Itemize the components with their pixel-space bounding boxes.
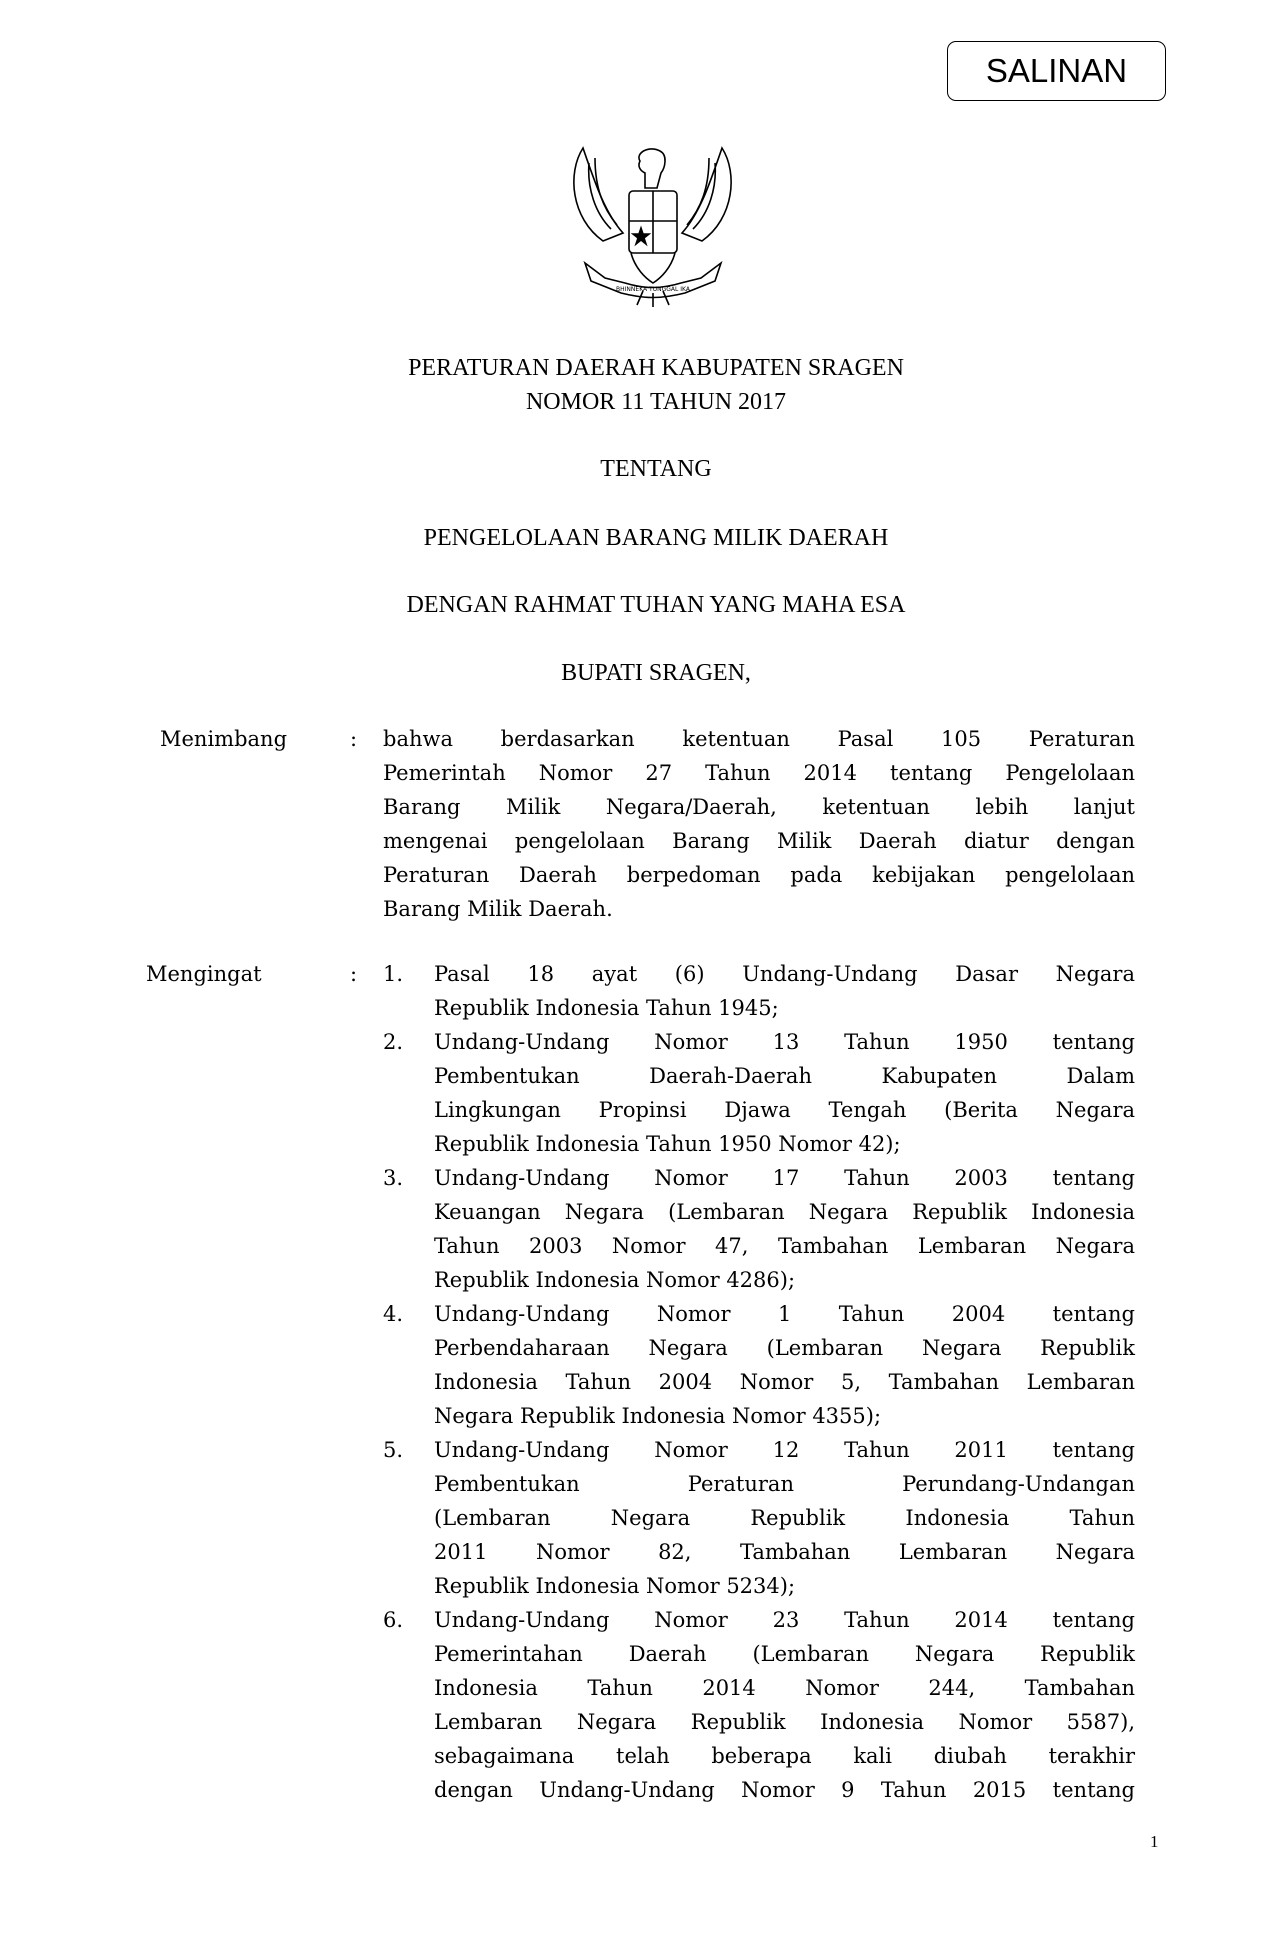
svg-text:BHINNEKA TUNGGAL IKA: BHINNEKA TUNGGAL IKA <box>616 286 690 293</box>
text-line: Pemerintahan Daerah (Lembaran Negara Republik <box>434 1642 1135 1666</box>
list-item <box>434 1161 1135 1297</box>
text-line: Peraturan Daerah berpedoman pada kebijakan pengelolaan <box>383 863 1135 887</box>
text-line: Keuangan Negara (Lembaran Negara Republik Indonesia <box>434 1200 1135 1224</box>
tentang-heading: TENTANG <box>600 456 712 482</box>
title-line-1: PERATURAN DAERAH KABUPATEN SRAGEN <box>408 355 904 381</box>
list-item <box>434 1603 1135 1807</box>
title-line-2: NOMOR 11 TAHUN 2017 <box>525 389 787 415</box>
text-line: Republik Indonesia Tahun 1950 Nomor 42); <box>434 1132 901 1156</box>
list-item-number: 3. <box>383 1166 404 1190</box>
text-line: Republik Indonesia Tahun 1945; <box>434 996 779 1020</box>
list-item-number: 1. <box>383 962 404 986</box>
text-line: (Lembaran Negara Republik Indonesia Tahun <box>434 1506 1135 1530</box>
text-line: Lingkungan Propinsi Djawa Tengah (Berita Negara <box>434 1098 1135 1122</box>
list-item <box>434 1297 1135 1433</box>
text-line: dengan Undang-Undang Nomor 9 Tahun 2015 tentang <box>434 1778 1135 1802</box>
text-line: mengenai pengelolaan Barang Milik Daerah diatur dengan <box>383 829 1135 853</box>
subject-heading: PENGELOLAAN BARANG MILIK DAERAH <box>423 525 889 551</box>
text-line: Pemerintah Nomor 27 Tahun 2014 tentang Pengelolaan <box>383 761 1135 785</box>
text-line: Undang-Undang Nomor 17 Tahun 2003 tentang <box>434 1166 1135 1190</box>
preamble-heading: DENGAN RAHMAT TUHAN YANG MAHA ESA <box>406 592 906 618</box>
text-line: Pembentukan Peraturan Perundang-Undangan <box>434 1472 1135 1496</box>
text-line: sebagaimana telah beberapa kali diubah terakhir <box>434 1744 1135 1768</box>
text-line: 2011 Nomor 82, Tambahan Lembaran Negara <box>434 1540 1135 1564</box>
text-line: Republik Indonesia Nomor 5234); <box>434 1574 796 1598</box>
text-line: Perbendaharaan Negara (Lembaran Negara Republik <box>434 1336 1135 1360</box>
list-item-number: 4. <box>383 1302 404 1326</box>
page-number: 1 <box>1150 1832 1159 1851</box>
text-line: Undang-Undang Nomor 13 Tahun 1950 tentang <box>434 1030 1135 1054</box>
text-line: Indonesia Tahun 2004 Nomor 5, Tambahan Lembaran <box>434 1370 1135 1394</box>
text-line: Barang Milik Daerah. <box>383 897 613 921</box>
list-item <box>434 1433 1135 1603</box>
text-line: Negara Republik Indonesia Nomor 4355); <box>434 1404 882 1428</box>
garuda-emblem-icon <box>565 133 740 308</box>
list-item <box>434 957 1135 1025</box>
menimbang-colon: : <box>350 727 358 751</box>
salinan-stamp: SALINAN <box>947 41 1166 101</box>
mengingat-colon: : <box>350 962 358 986</box>
text-line: Republik Indonesia Nomor 4286); <box>434 1268 796 1292</box>
menimbang-label: Menimbang <box>160 727 288 751</box>
text-line: Pasal 18 ayat (6) Undang-Undang Dasar Negara <box>434 962 1135 986</box>
text-line: Lembaran Negara Republik Indonesia Nomor 5587), <box>434 1710 1135 1734</box>
text-line: Pembentukan Daerah-Daerah Kabupaten Dalam <box>434 1064 1135 1088</box>
mengingat-label: Mengingat <box>146 962 262 986</box>
text-line: Barang Milik Negara/Daerah, ketentuan lebih lanjut <box>383 795 1135 819</box>
menimbang-text <box>383 722 1135 926</box>
authority-heading: BUPATI SRAGEN, <box>561 660 751 686</box>
list-item-number: 5. <box>383 1438 404 1462</box>
text-line: Indonesia Tahun 2014 Nomor 244, Tambahan <box>434 1676 1135 1700</box>
list-item <box>434 1025 1135 1161</box>
text-line: bahwa berdasarkan ketentuan Pasal 105 Peraturan <box>383 727 1135 751</box>
text-line: Undang-Undang Nomor 12 Tahun 2011 tentang <box>434 1438 1135 1462</box>
list-item-number: 6. <box>383 1608 404 1632</box>
text-line: Undang-Undang Nomor 1 Tahun 2004 tentang <box>434 1302 1135 1326</box>
list-item-number: 2. <box>383 1030 404 1054</box>
text-line: Undang-Undang Nomor 23 Tahun 2014 tentang <box>434 1608 1135 1632</box>
text-line: Tahun 2003 Nomor 47, Tambahan Lembaran Negara <box>434 1234 1135 1258</box>
